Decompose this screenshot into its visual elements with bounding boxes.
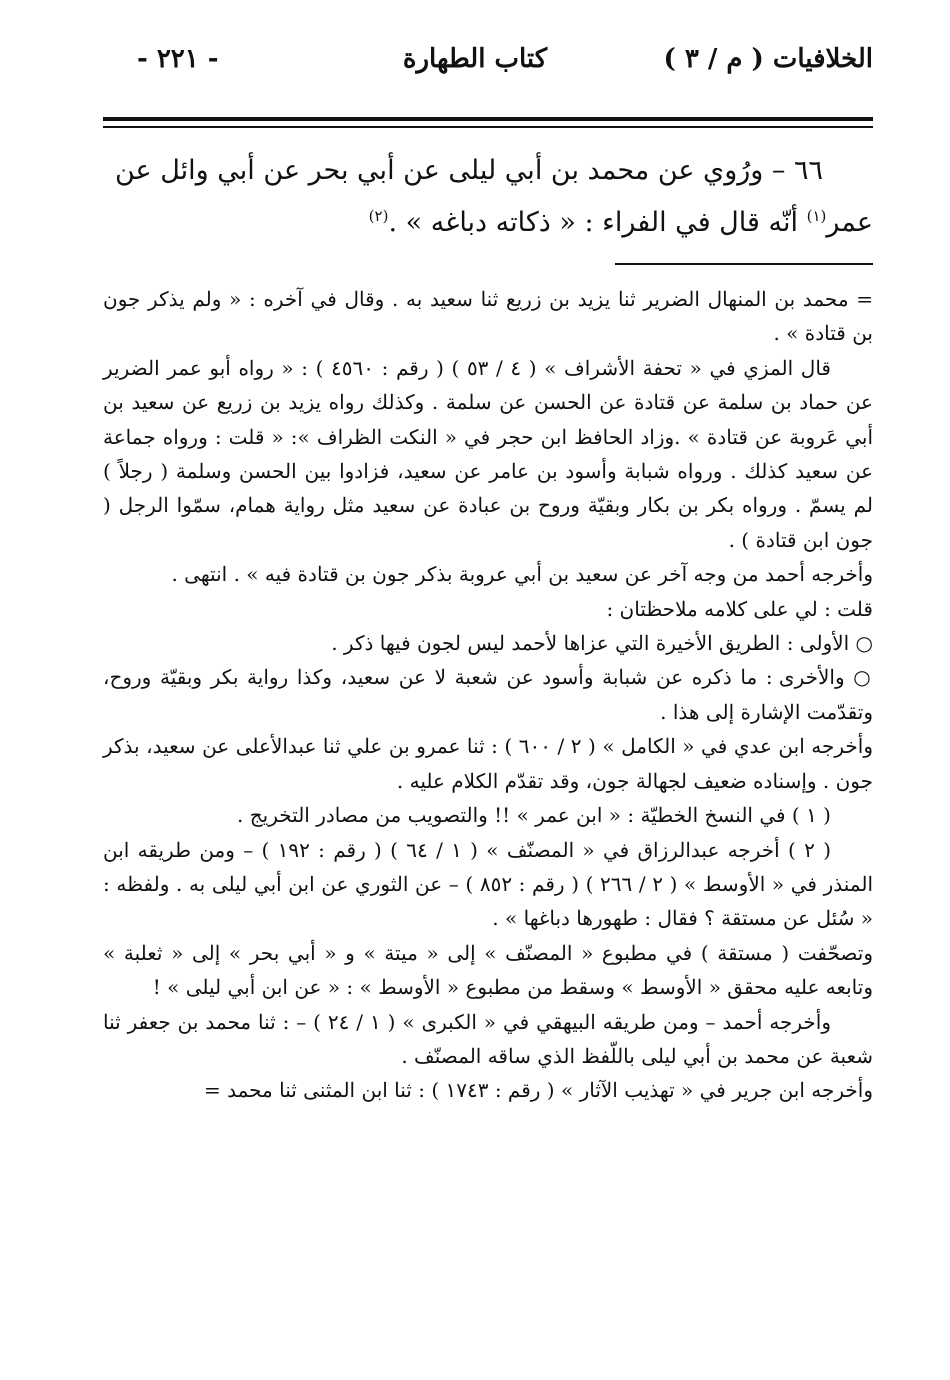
footnote-bullet-item: ○ الأولى : الطريق الأخيرة التي عزاها لأحمد ليس لجون فيها ذكر . <box>103 626 873 660</box>
main-text <box>103 145 873 249</box>
header-rule-thick <box>103 117 873 121</box>
footnote-1: ( ١ ) في النسخ الخطيّة : « ابن عمر » !! والتصويب من مصادر التخريج . <box>237 803 831 828</box>
footnote-paragraph: وأخرجه ابن عدي في « الكامل » ( ٢ / ٦٠٠ ) : ثنا عمرو بن علي ثنا عبدالأعلى عن سعيد، بذكر جون . وإسناده ضعيف لجهالة جون، وقد تقدّم الكلام عليه . <box>103 734 873 793</box>
footnote-2: ( ٢ ) أخرجه عبدالرزاق في « المصنّف » ( ١ / ٦٤ ) ( رقم : ١٩٢ ) – ومن طريقه ابن المنذر في « الأوسط » ( ٢ / ٢٦٦ ) ( رقم : ٨٥٢ ) – عن الثوري عن ابن أبي ليلى به . ولفظه : « سُئل عن مستقة ؟ فقال : طهورها دباغها » . <box>103 837 874 931</box>
footnote-paragraph: وتصحّفت ( مستقة ) في مطبوع « المصنّف » إلى « ميتة » و « أبي بحر » إلى « ثعلبة » وتابعه عليه محقق « الأوسط » وسقط من مطبوع « الأوسط » : « عن ابن أبي ليلى » ! <box>103 940 873 1000</box>
page-number: - ٢٢١ - <box>137 44 219 74</box>
footnote-paragraph: قلت : لي على كلامه ملاحظتان : <box>606 596 873 621</box>
footnotes <box>103 282 873 1108</box>
footnote-ref-2: (٢) <box>368 207 389 225</box>
footnote-paragraph: وأخرجه أحمد من وجه آخر عن سعيد بن أبي عروبة بذكر جون بن قتادة فيه » . انتهى . <box>171 562 873 587</box>
footnote-bullet-item: ○ والأخرى : ما ذكره عن شبابة وأسود عن شعبة لا عن سعيد، وكذا رواية بكر وبقيّة وروح، وتقدّمت الإشارة إلى هذا . <box>103 660 873 729</box>
main-text-line-2: عمر$^{(١)}$ أنّه قال في الفراء : « ذكاته دباغه » .$^{(٢)}$ <box>368 207 873 238</box>
footnote-paragraph: وأخرجه أحمد – ومن طريقه البيهقي في « الكبرى » ( ١ / ٢٤ ) – : ثنا محمد بن جعفر ثنا شعبة عن محمد بن أبي ليلى باللّفظ الذي ساقه المصنّف . <box>103 1009 873 1068</box>
running-header-book-title: الخلافيات ( م / ٣ ) <box>663 44 873 74</box>
footnote-paragraph: قال المزي في « تحفة الأشراف » ( ٤ / ٥٣ ) ( رقم : ٤٥٦٠ ) : « رواه أبو عمر الضرير عن حماد بن سلمة عن قتادة عن الحسن عن سلمة . وكذلك رواه يزيد بن زريع عن سعيد بن أبي عَروبة عن قتادة » .وزاد الحافظ ابن حجر في « النكت الظراف »: « قلت : ورواه جماعة عن سعيد كذلك . ورواه شبابة وأسود بن عامر عن سعيد، فزادوا بين الحسن وسلمة ( رجلاً ) لم يسمّ . ورواه بكر بن بكار وبقيّة وروح بن عبادة عن سعيد مثل رواية همام، سمّوا الرجل ( جون ابن قتادة ) . <box>103 355 874 552</box>
footnote-paragraph: وأخرجه ابن جرير في « تهذيب الآثار » ( رقم : ١٧٤٣ ) : ثنا ابن المثنى ثنا محمد = <box>203 1078 873 1103</box>
footnote-ref-1: (١) <box>806 207 827 225</box>
header-rule-thin <box>103 126 873 128</box>
footnote-separator <box>615 263 873 265</box>
running-header-section: كتاب الطهارة <box>402 44 548 74</box>
main-text-line-1: ٦٦ – ورُوي عن محمد بن أبي ليلى عن أبي بحر عن أبي وائل عن <box>114 155 823 186</box>
footnote-continuation: = محمد بن المنهال الضرير ثنا يزيد بن زريع ثنا سعيد به . وقال في آخره : « ولم يذكر جون بن قتادة » . <box>103 287 873 346</box>
